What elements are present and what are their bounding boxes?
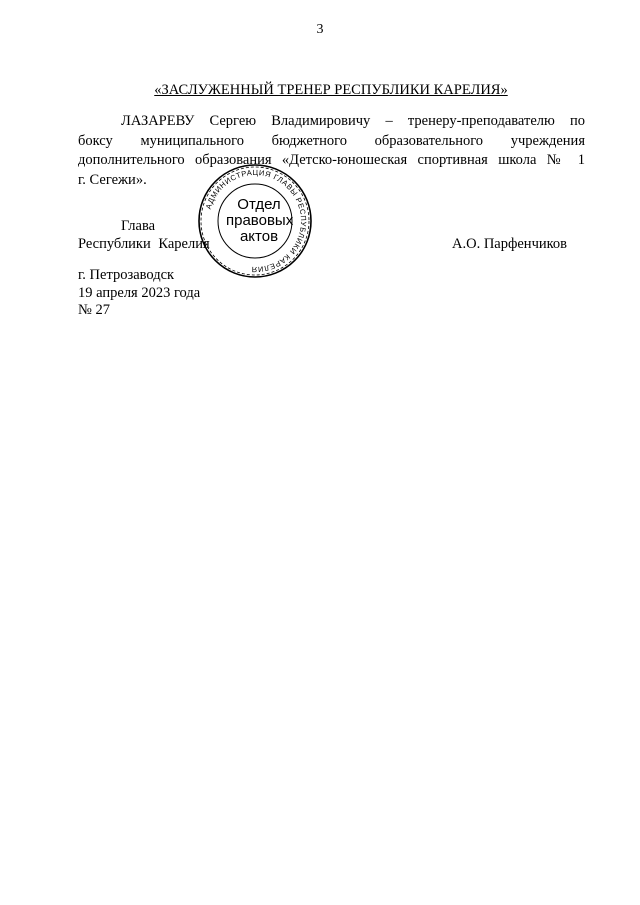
paragraph-line: ЛАЗАРЕВУ Сергею Владимировичу – тренеру-преподавателю по bbox=[121, 113, 585, 129]
signatory-position-line2: Республики Карелия bbox=[78, 236, 210, 252]
award-recipient-paragraph bbox=[78, 112, 585, 190]
stamp-line: актов bbox=[239, 228, 279, 245]
paragraph-line: дополнительного образования «Детско-юношеская спортивная школа № 1 bbox=[78, 152, 585, 168]
stamp-center-text bbox=[226, 197, 292, 245]
page-number: 3 bbox=[316, 22, 324, 37]
issue-date: 19 апреля 2023 года bbox=[78, 285, 201, 301]
signatory-name: А.О. Парфенчиков bbox=[452, 236, 568, 252]
stamp-ring-text: АДМИНИСТРАЦИЯ ГЛАВЫ РЕСПУБЛИКИ КАРЕЛИЯ bbox=[203, 167, 309, 275]
stamp-line: правовых bbox=[226, 212, 294, 229]
signatory-position-line1: Глава bbox=[121, 218, 156, 234]
stamp-line: Отдел bbox=[237, 196, 281, 213]
decree-number: № 27 bbox=[78, 302, 110, 318]
paragraph-line: г. Сегежи». bbox=[78, 171, 147, 188]
award-title: «ЗАСЛУЖЕННЫЙ ТРЕНЕР РЕСПУБЛИКИ КАРЕЛИЯ» bbox=[154, 82, 508, 98]
paragraph-line: боксу муниципального бюджетного образовательного учреждения bbox=[78, 132, 585, 149]
issue-city: г. Петрозаводск bbox=[78, 267, 175, 283]
